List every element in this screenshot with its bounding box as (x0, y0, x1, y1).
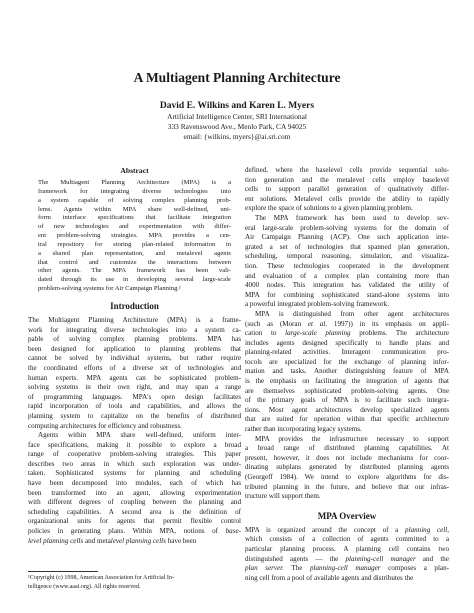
text-line: The Multiagent Planning Architecture (MPA) is a frame- (28, 315, 241, 324)
copyright-footnote (28, 574, 238, 591)
left-column (28, 165, 241, 546)
text-line: dinating subplans generated by distributed planning agents (245, 463, 449, 472)
footnote-rule (28, 571, 98, 572)
intro-paragraph-2 (28, 431, 241, 546)
affiliation-line: 333 Ravenswood Ave., Menlo Park, CA 94025 (167, 122, 307, 131)
overview-paragraph (245, 526, 449, 584)
text-line: of new technologies and experimentation with differ- (38, 223, 231, 231)
text-line: policies in generating plans. Within MPA, notions of base- (28, 527, 241, 536)
text-line: with different degrees of coupling between the planning and (28, 498, 241, 507)
affiliation-block (0, 112, 474, 142)
text-line: mation and tasks. Another distinguishing feature of MPA (245, 367, 449, 376)
text-line: cannot be solved by individual systems, but rather require (28, 354, 241, 363)
text-line: ent problem-solving strategies. MPA provides a cen- (38, 232, 231, 240)
paper-title: A Multiagent Planning Architecture (133, 70, 341, 85)
right-column (245, 166, 449, 583)
text-line: ning cell from a pool of available agents and distributes the (245, 573, 414, 582)
text-line: dated through its use in developing several large-scale (38, 276, 231, 284)
affiliation-line: Artificial Intelligence Center, SRI International (167, 112, 307, 121)
text-line: tral repository for storing plan-related information in (38, 240, 231, 248)
right-paragraph-4 (245, 435, 449, 502)
text-line: are themselves sophisticated problem-solving agents. One (245, 386, 449, 395)
text-line: tion. These technologies cooperated in the development (245, 261, 449, 270)
right-paragraph-2 (245, 214, 449, 310)
text-line: pable of solving complex planning problems. MPA has (28, 335, 241, 344)
text-line: tributed planning in the future, and believe that our infras- (245, 482, 449, 491)
text-line: tions. Most agent architectures develop specialized agents (245, 405, 449, 414)
text-line: MPA is distinguished from other agent architectures (255, 309, 449, 318)
text-line: The MPA framework has been used to develop sev- (255, 213, 449, 222)
text-line: particular planning process. A planning cell contains two (245, 544, 449, 553)
footnote-line: ¹Copyright (c) 1998, American Association for Artificial In- (28, 575, 175, 581)
text-line: been transformed into an agent, allowing experimentation (28, 488, 241, 497)
text-line: describes two areas in which such exploration was under- (28, 459, 241, 468)
text-line: framework for integrating diverse technologies into (38, 187, 231, 195)
text-line: face specifications, making it possible to explore a broad (28, 440, 241, 449)
intro-paragraph-1 (28, 316, 241, 431)
text-line: work for integrating diverse technologies into a system ca- (28, 325, 241, 334)
text-line: MPA is organized around the concept of a planning cell, (245, 525, 449, 534)
text-line: lems. Agents within MPA share well-defined, uni- (38, 205, 231, 213)
text-line: of the primary goals of MPA is to facilitate such integra- (245, 396, 449, 405)
text-line: rapid incorporation of tools and capabilities, and allows the (28, 402, 241, 411)
text-line: tion generation and the metalevel cells employ baselevel (245, 175, 449, 184)
text-line: have been decomposed into modules, each of which has (28, 479, 241, 488)
text-line: a broad range of distributed planning capabilities. At (245, 444, 449, 453)
text-line: of programming languages. MPA's open design facilitates (28, 392, 241, 401)
text-line: taken. Sophisticated systems for planning and scheduling (28, 469, 241, 478)
text-line: eral large-scale problem-solving systems for the domain of (245, 223, 449, 232)
paper-authors: David E. Wilkins and Karen L. Myers (159, 101, 315, 111)
text-line: grated a set of technologies that spanned plan generation, (245, 242, 449, 251)
abstract-body (38, 179, 231, 294)
text-line: is the emphasis on facilitating the integration of agents that (245, 377, 449, 386)
text-line: solving systems in their own right, and may span a range (28, 383, 241, 392)
text-line: that control and customize the interactions between (38, 258, 231, 266)
text-line: (such as (Moran et al. 1997)) in its emphasis on appli- (245, 319, 449, 328)
text-line: cation to large-scale planning problems. The architecture (245, 329, 449, 338)
text-line: a system capable of solving complex planning prob- (38, 196, 231, 204)
text-line: 4000 nodes. This integration has validated the utility of (245, 281, 449, 290)
text-line: a powerful integrated problem-solving framework. (245, 300, 389, 309)
text-line: plan server. The planning-cell manager composes a plan- (245, 564, 449, 573)
text-line: range of cooperative problem-solving strategies. This paper (28, 450, 241, 459)
email-line: email: {wilkins, myers}@ai.sri.com (183, 132, 291, 141)
text-line: human experts. MPA agents can be sophisticated problem- (28, 373, 241, 382)
text-line: distinguished agents — the planning-cell manager and the (245, 554, 449, 563)
text-line: level planning cells and metalevel planning cells have been (28, 536, 197, 545)
text-line: a shared plan representation, and metalevel agents (38, 249, 231, 257)
text-line: defined, where the baselevel cells provide sequential solu- (245, 166, 449, 174)
footnote-line: telligence (www.aaai.org). All rights reserved. (28, 583, 141, 590)
text-line: tocols are specialized for the exchange of planning infor- (245, 357, 449, 366)
abstract-heading: Abstract (120, 166, 149, 175)
text-line: explore the space of solutions to a given planning problem. (245, 204, 413, 213)
text-line: MPA for combining sophisticated stand-alone systems into (245, 290, 449, 299)
text-line: other agents. The MPA framework has been vali- (38, 267, 231, 275)
text-line: present, however, it does not include mechanisms for coor- (245, 453, 449, 462)
text-line: planning system to capitalize on the benefits of distributed (28, 411, 241, 420)
text-line: been designed for application to planning problems that (28, 344, 241, 353)
text-line: cells to support parallel generation of qualitatively differ- (245, 185, 449, 194)
text-line: rather than incorporating legacy systems. (245, 425, 362, 434)
text-line: tructure will support them. (245, 492, 321, 501)
text-line: ent solutions. Metalevel cells provide the ability to rapidly (245, 194, 449, 203)
text-line: organizational units for agents that permit flexible control (28, 517, 241, 526)
text-line: problem-solving systems for Air Campaign Planning.¹ (38, 285, 181, 293)
text-line: includes agents designed specifically to handle plans and (245, 338, 449, 347)
text-line: that are suited for operation within that specific architecture (245, 415, 449, 424)
text-line: computing architectures for efficiency and robustness. (28, 421, 182, 430)
text-line: scheduling capabilities. A second area is the definition of (28, 507, 241, 516)
mpa-overview-heading: MPA Overview (317, 510, 377, 521)
right-paragraph-3 (245, 310, 449, 435)
text-line: MPA provides the infrastructure necessary to support (255, 434, 449, 443)
text-line: which consists of a collection of agents committed to a (245, 535, 449, 544)
text-line: (Georgeff 1984). We intend to explore algorithms for dis- (245, 473, 449, 481)
text-line: form interface specifications that facilitate integration (38, 214, 231, 222)
right-paragraph-1 (245, 166, 449, 214)
introduction-heading: Introduction (110, 300, 159, 311)
text-line: Agents within MPA share well-defined, uniform inter- (38, 431, 241, 440)
text-line: scheduling, temporal reasoning, simulation, and visualiza- (245, 252, 449, 261)
text-line: planning-related activities. Interagent communication pro- (245, 348, 449, 357)
text-line: and evaluation of a complex plan containing more than (245, 271, 449, 280)
text-line: The Multiagent Planning Architecture (MPA) is a (38, 179, 231, 186)
text-line: Air Campaign Planning (ACP). One such application inte- (245, 233, 449, 242)
text-line: the coordinated efforts of a diverse set of technologies and (28, 363, 241, 372)
